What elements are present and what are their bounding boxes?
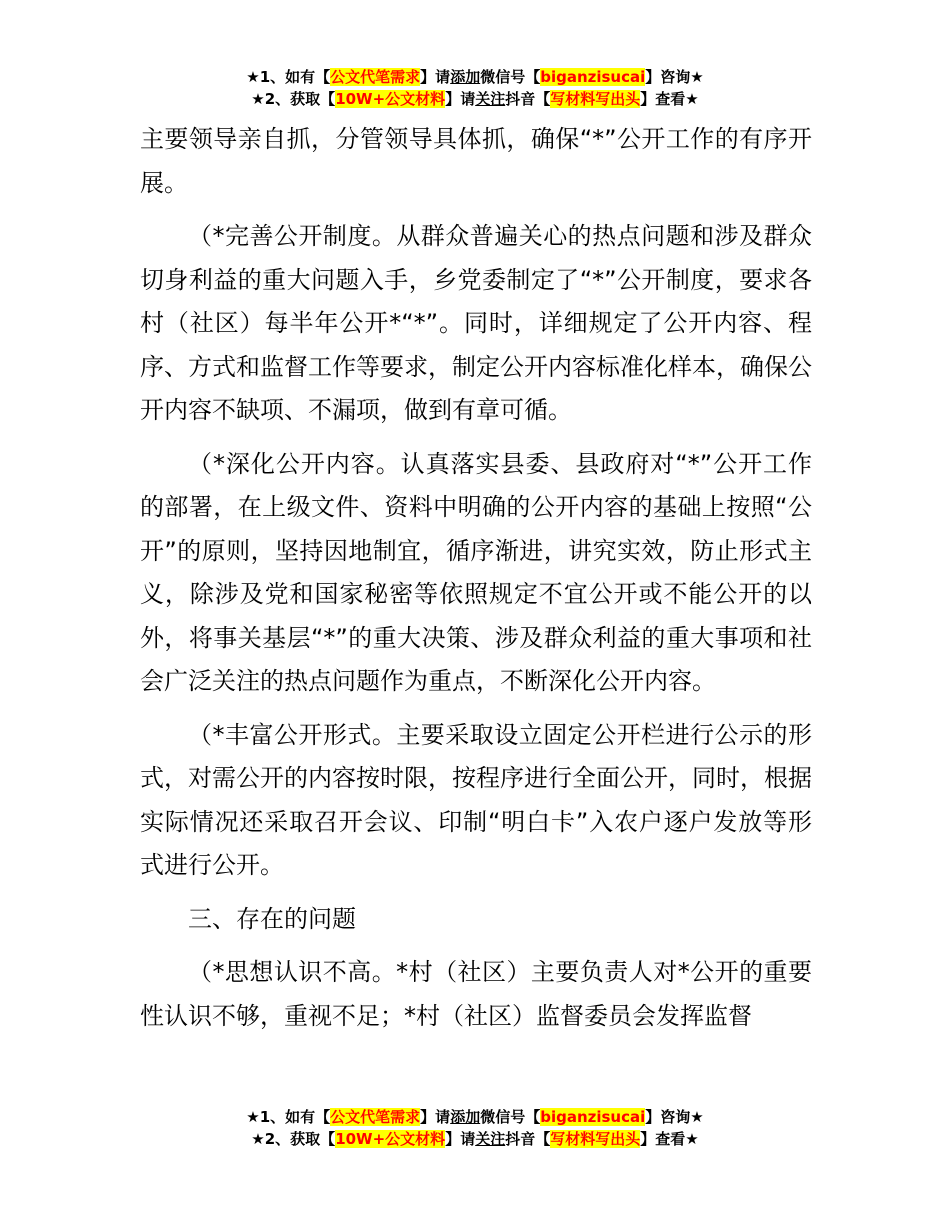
banner-highlight: 10W+公文材料 bbox=[335, 90, 446, 108]
banner-line-1 bbox=[0, 1106, 950, 1128]
paragraph: （*完善公开制度。从群众普遍关心的热点问题和涉及群众切身利益的重大问题入手，乡党委制定了“*”公开制度，要求各村（社区）每半年公开*“*”。同时，详细规定了公开内容、程序、方式和监督工作等要求，制定公开内容标准化样本，确保公开内容不缺项、不漏项，做到有章可循。 bbox=[140, 222, 812, 424]
banner-text: ★2、获取【 bbox=[251, 1130, 336, 1148]
paragraph: 主要领导亲自抓，分管领导具体抓，确保“*”公开工作的有序开展。 bbox=[140, 125, 812, 197]
banner-line-2 bbox=[0, 1128, 950, 1150]
banner-underlined-text: 添加 bbox=[450, 1108, 481, 1126]
banner-text: 】查看★ bbox=[640, 90, 699, 108]
banner-text: 】咨询★ bbox=[645, 68, 704, 86]
banner-text: 】请 bbox=[445, 90, 476, 108]
section-heading: 三、存在的问题 bbox=[188, 904, 356, 933]
banner-underlined-text: 关注 bbox=[475, 1130, 506, 1148]
banner-text: ★2、获取【 bbox=[251, 90, 336, 108]
banner-highlight: biganzisucai bbox=[540, 1108, 646, 1126]
banner-highlight: biganzisucai bbox=[540, 68, 646, 86]
banner-text: 】查看★ bbox=[640, 1130, 699, 1148]
paragraph: （*丰富公开形式。主要采取设立固定公开栏进行公示的形式，对需公开的内容按时限，按程序进行全面公开，同时，根据实际情况还采取召开会议、印制“明白卡”入农户逐户发放等形式进行公开。 bbox=[140, 720, 812, 879]
banner-text: 】请 bbox=[420, 68, 451, 86]
banner-text: 】请 bbox=[420, 1108, 451, 1126]
banner-line-1 bbox=[0, 66, 950, 88]
banner-highlight: 写材料写出头 bbox=[550, 90, 641, 108]
banner-text: ★1、如有【 bbox=[246, 68, 331, 86]
banner-highlight: 10W+公文材料 bbox=[335, 1130, 446, 1148]
banner-highlight: 写材料写出头 bbox=[550, 1130, 641, 1148]
banner-highlight: 公文代笔需求 bbox=[330, 1108, 421, 1126]
banner-underlined-text: 添加 bbox=[450, 68, 481, 86]
document-body bbox=[140, 118, 812, 1048]
banner-underlined-text: 关注 bbox=[475, 90, 506, 108]
banner-text: 】请 bbox=[445, 1130, 476, 1148]
banner-line-2 bbox=[0, 88, 950, 110]
banner-text: 】咨询★ bbox=[645, 1108, 704, 1126]
banner-text: ★1、如有【 bbox=[246, 1108, 331, 1126]
banner-text: 抖音【 bbox=[505, 90, 551, 108]
paragraph: （*思想认识不高。*村（社区）主要负责人对*公开的重要性认识不够，重视不足；*村（社区）监督委员会发挥监督 bbox=[140, 958, 812, 1030]
top-banner bbox=[0, 66, 950, 110]
banner-highlight: 公文代笔需求 bbox=[330, 68, 421, 86]
banner-text: 抖音【 bbox=[505, 1130, 551, 1148]
bottom-banner bbox=[0, 1106, 950, 1150]
banner-text: 微信号【 bbox=[480, 1108, 541, 1126]
banner-text: 微信号【 bbox=[480, 68, 541, 86]
paragraph: （*深化公开内容。认真落实县委、县政府对“*”公开工作的部署，在上级文件、资料中明确的公开内容的基础上按照“公开”的原则，坚持因地制宜，循序渐进，讲究实效，防止形式主义，除涉及党和国家秘密等依照规定不宜公开或不能公开的以外，将事关基层“*”的重大决策、涉及群众利益的重大事项和社会广泛关注的热点问题作为重点，不断深化公开内容。 bbox=[140, 449, 812, 695]
